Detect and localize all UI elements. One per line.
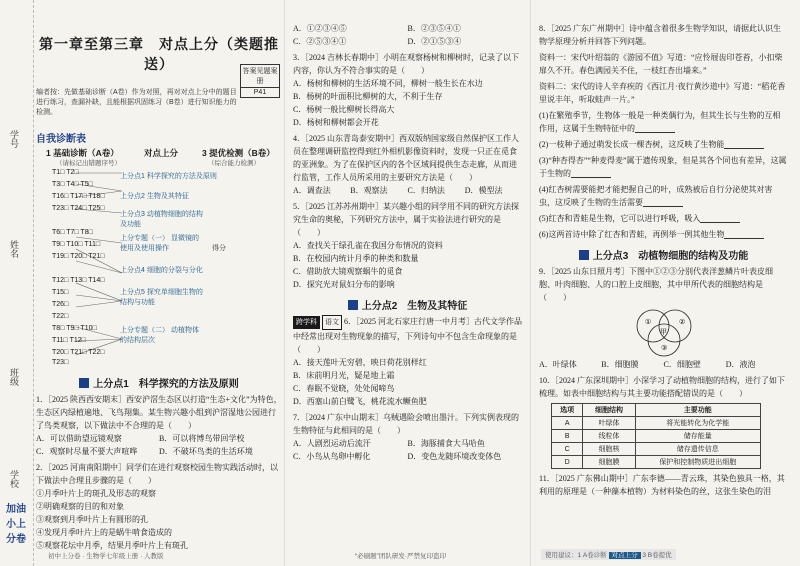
question-2-step: ⑤观察花坛中月季，结果月季叶片上有斑孔: [36, 541, 188, 550]
diag-up-point: 上分点2 生物及其特征: [120, 193, 189, 200]
fill-blank[interactable]: [635, 124, 675, 133]
fill-blank[interactable]: [700, 214, 740, 223]
question-1-options: [36, 432, 282, 458]
question-2-step: ③观察到月季叶片上有圆形的孔: [36, 515, 148, 524]
table-header-row: [552, 404, 761, 417]
option[interactable]: C．细胞壁: [663, 360, 701, 369]
question-8-part: (2)一枝种子通过萌发长成一棵杏树，这反映了生物能: [539, 138, 788, 151]
diag-row: T16□ T17□ T18□: [52, 193, 105, 200]
question-11: 11．［2025 广东佛山期中］广东李德——青云珠，其染色独具一格，其利用的原理是（一种藻本植物）为材料染色的丝，这张生染色的泪: [539, 474, 785, 496]
option[interactable]: A．①②③④⑤: [293, 24, 347, 33]
question-2-options: [293, 22, 522, 48]
table-row: D 细胞膜 保护和控制物质进出细胞: [552, 456, 761, 469]
usage-tip: 使用建议：1 A卷诊断 对点上分 3 B卷提优: [541, 549, 676, 560]
editor-note: 编者按：先做基础诊断（A卷）作为对照，再对对点上分中的题目进行练习，查漏补缺，且能根据巩固练习（B卷）进行知识能力的检测。: [36, 89, 237, 116]
column-right: [530, 0, 796, 566]
diag-row: T15□: [52, 289, 69, 296]
diag-row: T23□ T24□ T25□: [52, 205, 105, 212]
answer-blank[interactable]: （ ）: [445, 173, 477, 182]
answer-blank[interactable]: （ ）: [539, 293, 571, 302]
option[interactable]: D．模型法: [464, 186, 503, 195]
option[interactable]: A．杨树和柳树的生活环境不同，柳树一般生长在水边: [293, 79, 483, 88]
score-label: 得分: [212, 245, 226, 252]
answer-blank[interactable]: （ ）: [373, 426, 405, 435]
diag-row: T26□: [52, 301, 69, 308]
option[interactable]: A．人剧烈运动后流汗: [293, 439, 371, 448]
question-2-step: ②明确观察的目的和对象: [36, 502, 124, 511]
option[interactable]: D．西塞山前白鹭飞，桃花流水鳜鱼肥: [293, 397, 427, 406]
option[interactable]: A．查找关于绿孔雀在我国分布情况的资料: [293, 241, 443, 250]
section-marker-icon: [579, 250, 589, 260]
class-label: 班级: [9, 368, 19, 386]
diag-row: T20□ T21□ T22□: [52, 349, 105, 356]
question-8-part: (5)红杏和青蛙是生物，它可以进行呼吸，吸入: [539, 212, 788, 225]
column-middle: [284, 0, 528, 566]
answer-reference-box: [240, 64, 280, 98]
question-8-part: (4)红杏树需要能把才能把握自己的叶，成熟被后自行分泌使其对害虫，这反映了生物的生活需要: [539, 185, 773, 207]
question-9: 9．［2025 山东日照月考］下图中①②③分别代表洋葱鳞片叶表皮细胞、叶肉细胞、人的口腔上皮细胞，其中甲所代表的细胞结构是（ ）: [539, 267, 773, 302]
question-6: 跨学科 语文 6．［2025 河北石家庄行唐一中月考］古代文学作品中经常出现对生物现象的描写，下列诗句中不包含生命现象的是（ ）: [293, 317, 522, 354]
diag-sub-a: （请标记出错题序号）: [56, 160, 121, 167]
diag-row: T23□: [52, 359, 69, 366]
option[interactable]: C．杨树一般比柳树长得高大: [293, 105, 395, 114]
option[interactable]: C．借助放大镜观察蜗牛的觅食: [293, 267, 403, 276]
diagnosis-title: 自我诊断表: [36, 134, 86, 145]
fill-blank[interactable]: [724, 230, 764, 239]
fill-blank[interactable]: [643, 198, 683, 207]
fill-blank[interactable]: [724, 140, 764, 149]
diag-row: T8□ T9□ T10□: [52, 325, 97, 332]
section-heading-2: 上分点2 生物及其特征: [293, 297, 522, 312]
page-title: 第一章至第三章 对点上分（类题推送）: [39, 38, 279, 73]
answer-blank[interactable]: （ ）: [164, 421, 196, 430]
cross-subject-badge: 跨学科: [293, 316, 320, 329]
option[interactable]: D．不破坏鸟类的生活环境: [159, 447, 253, 456]
diag-up-point: 上分专题（二） 动植物体的结构层次: [120, 327, 199, 344]
diag-sub-b: （综合能力检测）: [208, 160, 260, 167]
diag-up-point: 上分点3 动植物细胞的结构及功能: [120, 211, 203, 228]
diag-header-mid: 对点上分: [144, 148, 179, 158]
footer-middle: “必刷题”团队研发·严禁复印盗印: [355, 553, 446, 560]
diag-header-b: 3 提优检测（B卷）: [202, 148, 275, 158]
question-8-part: (1)在繁殖季节，生物体一般是一种类偶行为，但其生长与生物的互相作用，这属于生物特征中的: [539, 111, 781, 133]
answer-blank[interactable]: （ ）: [397, 66, 429, 75]
answer-reference-page: P41: [241, 87, 279, 97]
diag-row: T12□ T13□ T14□: [52, 277, 105, 284]
cell-structure-table: [551, 403, 761, 469]
option[interactable]: C．春眠不觉晓，处处闻啼鸟: [293, 384, 395, 393]
option[interactable]: D．②①⑤③④: [407, 37, 462, 46]
question-2-step: ④发现月季叶片上的是蜗牛啃食造成的: [36, 528, 172, 537]
option[interactable]: B．可以将博鸟带回学校: [159, 434, 245, 443]
question-8-part: (3)“种杏得杏”“种麦得麦”属于遗传现象，但是其各个同也有差异，这属于生物的: [539, 156, 787, 178]
question-1: 1．［2025 陕西西安期末］西安沪滘生态区以打造“生态+文化”为特色，生态区内绿植遍地、飞鸟翔集。某生物兴趣小组到沪滘湿地公园进行了鸟类观察，以下做法中不合理的是（ ）: [36, 395, 282, 430]
section-heading-3: 上分点3 动植物细胞的结构及功能: [539, 247, 788, 262]
section-marker-icon: [348, 300, 358, 310]
venn-circle: [659, 310, 691, 342]
table-row: A 叶绿体 将光能转化为化学能: [552, 417, 761, 430]
school-label: 学校: [9, 470, 19, 488]
question-2: 2．［2025 河南南阳期中］同学们在进行观察校园生物实践活动时，以下做法中合理且步骤的是（ ）: [36, 463, 278, 485]
option[interactable]: B．杨树的叶面积比柳树的大，不利于生存: [293, 92, 443, 101]
diag-row: T11□ T12□: [52, 337, 86, 344]
table-header: 选项: [552, 404, 583, 417]
option[interactable]: B．床前明月光，疑是地上霜: [293, 371, 395, 380]
answer-blank[interactable]: （ ）: [293, 345, 325, 354]
question-2-step: ①月季叶片上的斑孔及形态的观察: [36, 489, 156, 498]
section-marker-icon: [79, 378, 89, 388]
question-4-options: [293, 184, 522, 197]
option[interactable]: B．在校园内统计月季的种类和数量: [293, 254, 419, 263]
question-7-options: [293, 437, 522, 463]
diag-up-point: 上分点1 科学探究的方法及原则: [120, 173, 217, 180]
option[interactable]: D．液泡: [725, 360, 756, 369]
brand-logo: 加油小上分卷: [6, 504, 26, 545]
name-label: 姓名: [9, 240, 19, 258]
option[interactable]: A．接天莲叶无穷碧，映日荷花别样红: [293, 358, 427, 367]
table-header: 主要功能: [635, 404, 760, 417]
venn-circle: [637, 310, 669, 342]
answer-blank[interactable]: （ ）: [293, 228, 325, 237]
diag-row: T22□: [52, 313, 69, 320]
option[interactable]: B．细胞膜: [601, 360, 639, 369]
answer-blank[interactable]: （ ）: [124, 476, 156, 485]
diag-up-point: 上分专题（一） 显微镜的使用及使用操作: [120, 235, 199, 252]
venn-diagram: [619, 306, 709, 358]
question-7: 7．［2024 广东中山期末］乌贼遇险会喷出墨汁。下列实例表现的生物特征与此相同的是（ ）: [293, 413, 519, 435]
option[interactable]: D．杨树和柳树都会开花: [293, 118, 379, 127]
option[interactable]: B．海豚捕食大马哈鱼: [407, 439, 485, 448]
section-heading-1: 上分点1 科学探究的方法及原则: [36, 375, 282, 390]
question-8: 8．［2025 广东广州期中］诗中蕴含着很多生物学知识，请据此认识生物学原理分析并回答下列问题。: [539, 24, 781, 46]
question-8-part: (6)这两首诗中除了红杏和青蛙，再例举一例其他生物: [539, 228, 788, 241]
column-left: [36, 0, 282, 566]
binding-margin: [0, 0, 34, 566]
venn-label: ②: [678, 318, 685, 326]
option[interactable]: A．可以借助望远镜观察: [36, 434, 122, 443]
table-row: C 细胞核 储存遗传信息: [552, 443, 761, 456]
diag-up-point: 上分点5 探究单细胞生物的结构与功能: [120, 289, 203, 306]
material-2: 资料二：宋代的诗人辛弃疾的《西江月·夜行黄沙道中》写道：“稻花香里说丰年，听取蛙声一片。”: [539, 82, 786, 104]
option[interactable]: C．②⑤③④①: [293, 37, 347, 46]
fill-blank[interactable]: [571, 169, 611, 178]
option[interactable]: B．②③⑤④①: [407, 24, 461, 33]
option[interactable]: C．观察时尽量不要大声喧哗: [36, 447, 138, 456]
diag-row: T1□ T2□: [52, 169, 79, 176]
answer-blank[interactable]: （ ）: [715, 389, 747, 398]
option[interactable]: A．调查法: [293, 186, 331, 195]
question-5: 5．［2025 江苏苏州期中］某兴趣小组的同学用不同的研究方法探究生命的奥秘，下列研究方法中，属于实验法进行研究的是（ ）: [293, 202, 519, 237]
subject-tag: 语文: [322, 315, 342, 330]
diagnosis-table: [36, 147, 282, 369]
student-number-label: 学号: [9, 130, 19, 148]
option[interactable]: A．叶绿体: [539, 360, 577, 369]
diag-row: T6□ T7□ T8□: [52, 229, 93, 236]
table-header: 细胞结构: [583, 404, 635, 417]
question-3: 3．［2024 吉林长春期中］小明在观察杨树和柳树时，记录了以下内容，你认为不符合事实的是（ ）: [293, 53, 519, 75]
diag-row: T19□ T20□ T21□: [52, 253, 105, 260]
footer-left: 初中上分卷 · 生物学七年级上册 · 人教版: [48, 553, 164, 560]
venn-label: ①: [644, 318, 651, 326]
diag-row: T3□ T4□ T5□: [52, 181, 93, 188]
option[interactable]: D．变色龙随环境改变体色: [407, 452, 502, 461]
material-1: 资料一：宋代叶绍翁的《游园不值》写道：“应怜屐齿印苍苔，小扣柴扉久不开。春色满园关不住，一枝红杏出墙来。”: [539, 53, 783, 75]
diag-header-a: 1 基础诊断（A卷）: [46, 148, 119, 158]
option[interactable]: C．小鸟从鸟卵中孵化: [293, 452, 371, 461]
diag-row: T9□ T10□ T11□: [52, 241, 101, 248]
venn-label: ③: [660, 344, 667, 352]
question-9-options: [539, 358, 788, 371]
option[interactable]: C．归纳法: [407, 186, 445, 195]
option[interactable]: D．探究光对鼠妇分布的影响: [293, 280, 395, 289]
question-4: 4．［2025 山东青岛泰安期中］西双版纳国家级自然保护区工作人员在整理调研监控得到红外相机影像资料时，发现一只正在觅食的亚洲象。为了在保护区内的各个区域间提供生态走廊，从而进行监管，工作人员所采用的主要研究方法是（ ）: [293, 134, 519, 182]
answer-reference-label: 答案见题案册: [242, 68, 278, 85]
table-row: B 线粒体 储存能量: [552, 430, 761, 443]
venn-label: 甲: [659, 328, 667, 336]
option[interactable]: B．观察法: [350, 186, 388, 195]
question-10: 10．［2024 广东深圳期中］小深学习了动植物细胞的结构，进行了如下梳理。如表中细胞结构与其主要功能搭配错误的是（ ）: [539, 376, 785, 398]
diag-up-point: 上分点4 细胞的分裂与分化: [120, 267, 203, 274]
